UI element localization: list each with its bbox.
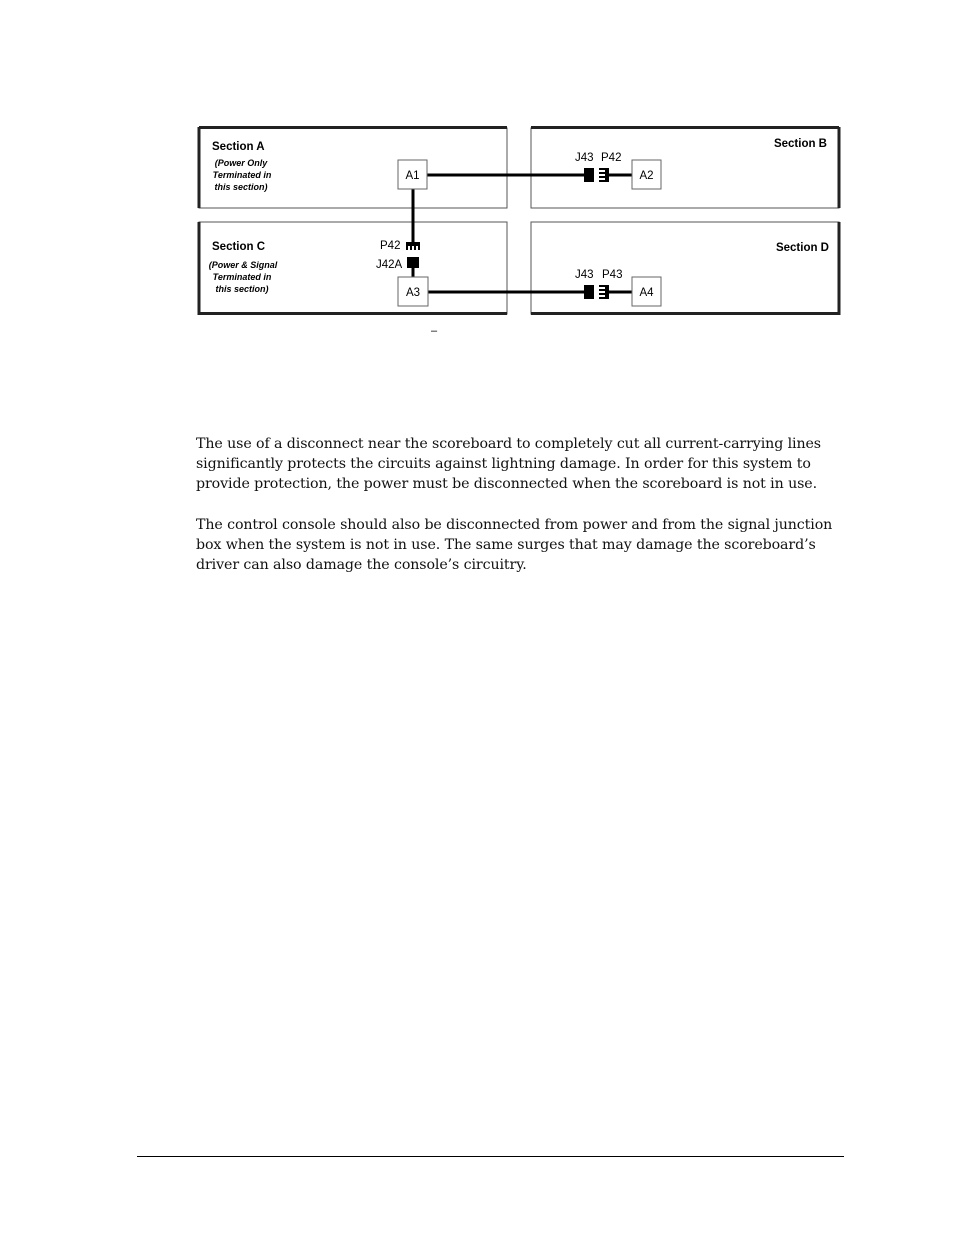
section-b-title: Section B (773, 138, 827, 150)
b-jack-connector (584, 168, 594, 182)
section-a-note (213, 158, 272, 192)
body-paragraph: The control console should also be disconnected from power and from the signal junction box when the system is not in use. The same surges that may damage the scoreboard’s driver can also damage the console’s circuitry. (196, 517, 833, 574)
d-jack-connector (584, 285, 594, 299)
component-a2 (632, 160, 661, 189)
d-plug-label: P43 (602, 269, 623, 281)
d-jack-label: J43 (575, 269, 594, 281)
b-plug-label: P42 (601, 152, 622, 164)
section-a-title: Section A (212, 141, 265, 153)
component-a1 (398, 160, 427, 189)
c-jack-label: J42A (376, 259, 403, 271)
wiring-diagram (0, 0, 954, 360)
section-a-note-line: (Power Only (214, 158, 268, 168)
section-d-title: Section D (775, 242, 829, 254)
section-c-note-line: (Power & Signal (208, 260, 278, 270)
component-a4 (632, 277, 661, 306)
body-paragraph: The use of a disconnect near the scoreboard to completely cut all current-carrying lines significantly protects the circuits against lightning damage. In order for this system to provide protection, the power must be disconnected when the scoreboard is not in use. (196, 436, 821, 493)
section-c-note-line: Terminated in (212, 272, 272, 282)
component-a2-label: A2 (639, 170, 654, 182)
section-c-note (209, 260, 278, 294)
component-a4-label: A4 (639, 287, 654, 299)
caption-mark: – (430, 325, 438, 337)
component-a3 (398, 277, 428, 306)
section-a-note-line: Terminated in (212, 170, 272, 180)
c-jack-connector (407, 257, 419, 268)
component-a3-label: A3 (405, 287, 421, 299)
section-a-note-line: this section) (214, 182, 268, 192)
section-c-note-line: this section) (215, 284, 269, 294)
b-jack-label: J43 (575, 152, 594, 164)
c-plug-label: P42 (380, 240, 401, 252)
section-c-title: Section C (212, 241, 266, 253)
footer-rule (137, 1156, 844, 1157)
component-a1-label: A1 (405, 170, 420, 182)
